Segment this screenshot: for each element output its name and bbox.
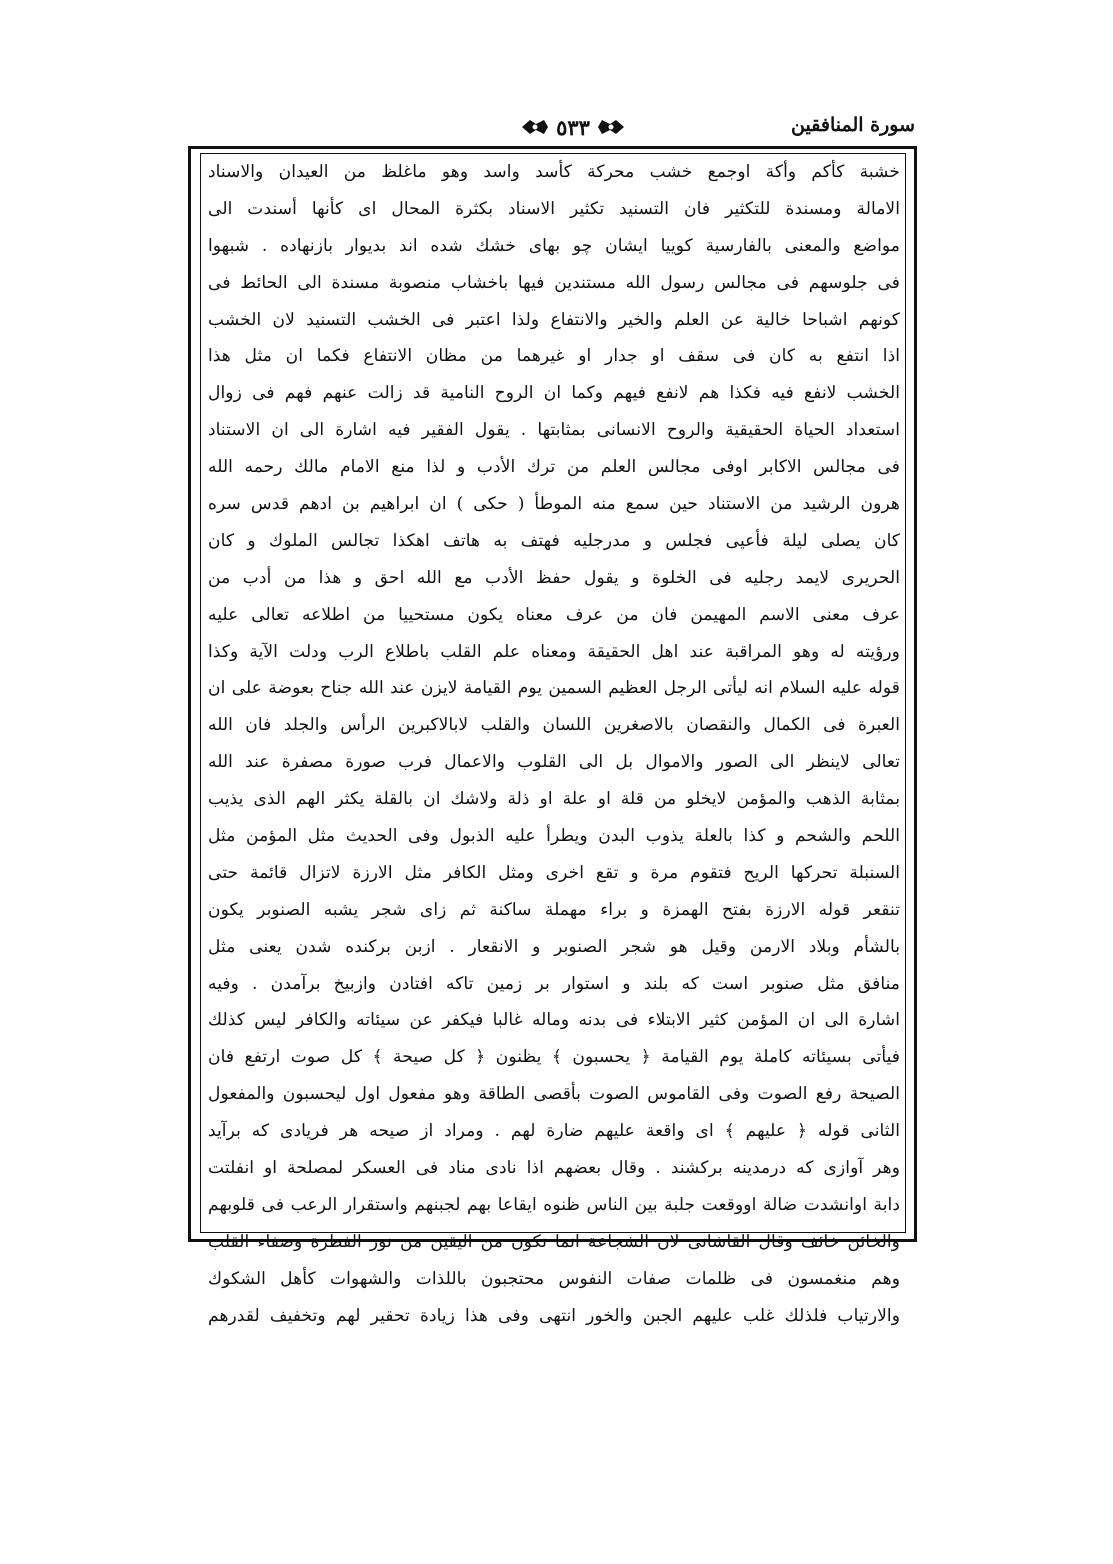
text-line: فيأتى بسيئاته كاملة يوم القيامة ﴿ يحسبون ﴾ يظنون ﴿ كل صيحة ﴾ كل صوت ارتفع فان: [208, 1047, 900, 1068]
text-line: تنقعر قوله الارزة بفتح الهمزة و براء مهملة ساكنة ثم زاى شجر يشبه الصنوبر يكون: [208, 899, 900, 920]
text-line: مواضع والمعنى بالفارسية كوييا ايشان چو بهاى خشك شده اند بديوار بازنهاده . شبهوا: [208, 235, 900, 256]
text-line: فى جلوسهم فى مجالس رسول الله مستندين فيها باخشاب منصوبة مسندة الى الحائط فى: [208, 272, 900, 293]
text-line: الحريرى لايمد رجليه فى الخلوة و يقول حفظ الأدب مع الله احق و هذا من أدب من: [208, 567, 900, 588]
page-header: [190, 108, 915, 148]
text-line: الامالة ومسندة للتكثير فان التسنيد تكثير الاسناد بكثرة المحال اى كأنها أسندت الى: [208, 198, 900, 219]
text-line: العبرة فى الكمال والنقصان بالاصغرين اللسان والقلب لابالاكبرين الرأس والجلد فان الله: [208, 715, 900, 736]
text-line: خشبة كأكم وأكة اوجمع خشب محركة كأسد واسد وهو ماغلظ من العيدان والاسناد: [208, 162, 900, 182]
text-line: كونهم اشباحا خالية عن العلم والخير والانتفاع ولذا اعتبر فى الخشب التسنيد لان الخشب: [208, 309, 900, 330]
text-line: اشارة الى ان المؤمن كثير الابتلاء فى بدنه وماله غالبا فيكفر عن سيئاته والكافر ليس كذلك: [208, 1010, 900, 1031]
body-text: [208, 154, 900, 1326]
left-ornament-icon: [520, 118, 550, 136]
text-line: اللحم والشحم و كذا بالعلة يذوب البدن ويطرأ عليه الذبول وفى الحديث مثل المؤمن مثل: [208, 826, 900, 847]
text-line: استعداد الحياة الحقيقية والروح الانسانى بمثابتها . يقول الفقير فيه اشارة الى ان الاستناد: [208, 420, 900, 441]
text-line: فى مجالس الاكابر اوفى مجالس العلم من ترك الأدب و لذا منع الامام مالك رحمه الله: [208, 457, 900, 478]
text-line: تعالى لاينظر الى الصور والاموال بل الى القلوب والاعمال فرب صورة مصفرة عند الله: [208, 752, 900, 773]
text-line: دابة اوانشدت ضالة اووقعت جلبة بين الناس ظنوه ايقاعا بهم لجبنهم واستقرار الرعب فى قلوبهم: [208, 1194, 900, 1215]
text-line: اذا انتفع به كان فى سقف او جدار او غيرهما من مظان الانتفاع فكما ان مثل هذا: [208, 346, 900, 367]
text-line: الثانى قوله ﴿ عليهم ﴾ اى واقعة عليهم ضارة لهم . ومراد از صيحه هر فريادى كه برآيد: [208, 1121, 900, 1142]
text-line: والارتياب فلذلك غلب عليهم الجبن والخور انتهى وفى هذا زيادة تحقير لهم وتخفيف لقدرهم: [208, 1305, 900, 1326]
text-line: قوله عليه السلام انه ليأتى الرجل العظيم السمين يوم القيامة لايزن عند الله جناح بعوضة على ان: [208, 678, 900, 699]
text-line: السنبلة تحركها الريح فتقوم مرة و تقع اخرى ومثل الكافر مثل الارزة لاتزال قائمة حتى: [208, 862, 900, 883]
text-line: بالشأم وبلاد الارمن وقيل هو شجر الصنوبر و الانقعار . ازبن بركنده شدن يعنى مثل: [208, 936, 900, 957]
text-line: الخشب لانفع فيه فكذا هم لانفع فيهم وكما ان الروح النامية قد زالت عنهم فهم فى زوال: [208, 383, 900, 404]
text-line: منافق مثل صنوبر است كه بلند و استوار بر زمين تاكه افتادن وازبيخ برآمدن . وفيه: [208, 973, 900, 994]
text-line: ورؤيته له وهو المراقبة عند اهل الحقيقة ومعناه علم القلب باطلاع الرب ودلت الآية وكذا: [208, 641, 900, 662]
text-line: والخائن خائف وقال القاشانى لان الشجاعة انما تكون من اليقين من نور الفطرة وصفاء القلب: [208, 1231, 900, 1252]
text-line: وهر آوازى كه درمدينه بركشند . وقال بعضهم اذا نادى مناد فى العسكر لمصلحة او انفلتت: [208, 1158, 900, 1179]
right-ornament-icon: [596, 118, 626, 136]
text-line: كان يصلى ليلة فأعيى فجلس و مدرجليه فهتف به هاتف اهكذا تجالس الملوك و كان: [208, 530, 900, 551]
text-line: عرف معنى الاسم المهيمن فان من عرف معناه يكون مستحييا من اطلاعه تعالى عليه: [208, 604, 900, 625]
text-line: وهم منغمسون فى ظلمات صفات النفوس محتجبون باللذات والشهوات كأهل الشكوك: [208, 1268, 900, 1289]
text-line: بمثابة الذهب والمؤمن لايخلو من قلة او علة او ذلة ولاشك ان بالقلة يكثر الهم الذى يذيب: [208, 789, 900, 810]
text-line: هرون الرشيد من الاستناد حين سمع منه الموطأ ( حكى ) ان ابراهيم بن ادهم قدس سره: [208, 494, 900, 515]
text-line: الصيحة رفع الصوت وفى القاموس الصوت بأقصى الطاقة وهو مفعول اول ليحسبون والمفعول: [208, 1084, 900, 1105]
surah-name: سورة المنافقين: [791, 114, 915, 136]
page-number-ornament: [508, 112, 638, 142]
page-number: ٥٣٣: [556, 114, 590, 140]
